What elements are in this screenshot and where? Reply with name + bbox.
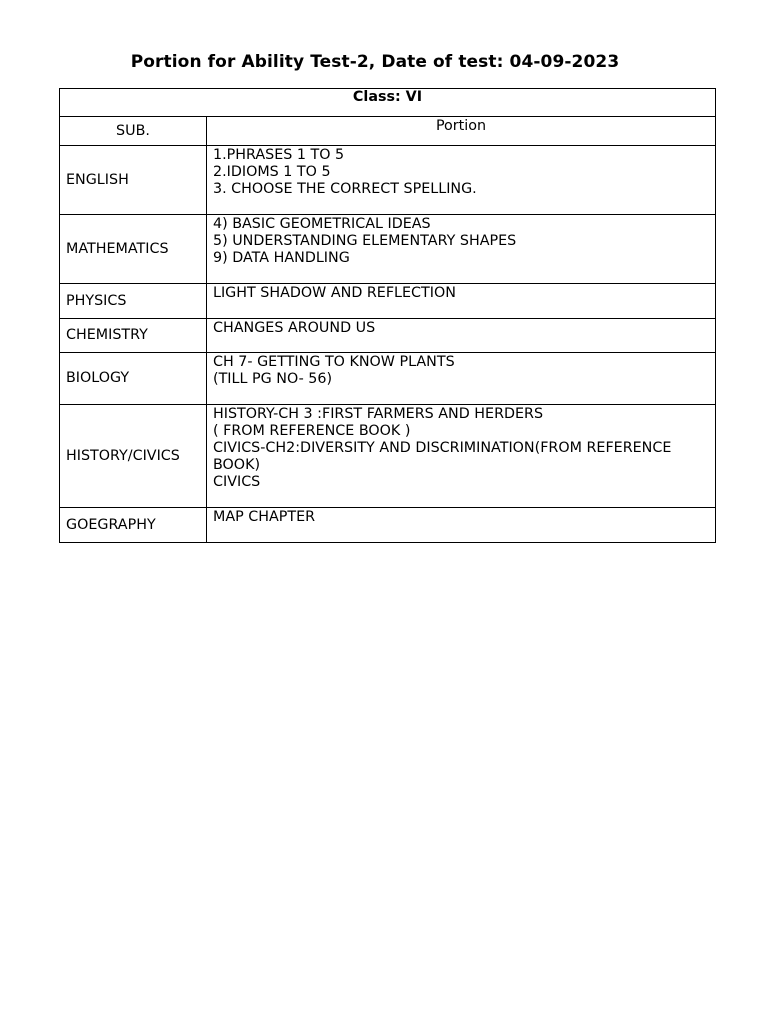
portion-line: 2.IDIOMS 1 TO 5 bbox=[213, 164, 331, 180]
subject-column-header: SUB. bbox=[60, 117, 207, 146]
portion-table bbox=[59, 88, 716, 543]
portion-cell bbox=[207, 319, 716, 353]
class-row bbox=[60, 89, 716, 117]
subject-cell: HISTORY/CIVICS bbox=[60, 405, 207, 508]
subject-cell: CHEMISTRY bbox=[60, 319, 207, 353]
table-row bbox=[60, 319, 716, 353]
portion-line: HISTORY-CH 3 :FIRST FARMERS AND HERDERS bbox=[213, 406, 544, 422]
portion-line: 4) BASIC GEOMETRICAL IDEAS bbox=[213, 216, 431, 232]
portion-cell bbox=[207, 405, 716, 508]
portion-line: CIVICS bbox=[213, 474, 261, 490]
table-row bbox=[60, 146, 716, 215]
portion-line: 3. CHOOSE THE CORRECT SPELLING. bbox=[213, 181, 477, 197]
portion-cell bbox=[207, 353, 716, 405]
class-label: Class: VI bbox=[60, 89, 716, 117]
table-row bbox=[60, 508, 716, 543]
portion-line: CHANGES AROUND US bbox=[213, 320, 376, 336]
portion-line: (TILL PG NO- 56) bbox=[213, 371, 333, 387]
subject-cell: BIOLOGY bbox=[60, 353, 207, 405]
header-row bbox=[60, 117, 716, 146]
subject-cell: GOEGRAPHY bbox=[60, 508, 207, 543]
portion-cell bbox=[207, 215, 716, 284]
page-title: Portion for Ability Test-2, Date of test: 04-09-2023 bbox=[130, 52, 620, 72]
portion-line: MAP CHAPTER bbox=[213, 509, 316, 525]
portion-cell bbox=[207, 146, 716, 215]
portion-line: 5) UNDERSTANDING ELEMENTARY SHAPES bbox=[213, 233, 517, 249]
portion-line: ( FROM REFERENCE BOOK ) bbox=[213, 423, 411, 439]
portion-cell bbox=[207, 284, 716, 319]
portion-line: 9) DATA HANDLING bbox=[213, 250, 350, 266]
subject-cell: MATHEMATICS bbox=[60, 215, 207, 284]
table-row bbox=[60, 284, 716, 319]
subject-cell: ENGLISH bbox=[60, 146, 207, 215]
portion-line: CH 7- GETTING TO KNOW PLANTS bbox=[213, 354, 455, 370]
portion-line: LIGHT SHADOW AND REFLECTION bbox=[213, 285, 456, 301]
table-row bbox=[60, 215, 716, 284]
portion-line: 1.PHRASES 1 TO 5 bbox=[213, 147, 345, 163]
table-row bbox=[60, 405, 716, 508]
portion-cell bbox=[207, 508, 716, 543]
subject-cell: PHYSICS bbox=[60, 284, 207, 319]
table-row bbox=[60, 353, 716, 405]
portion-column-header: Portion bbox=[207, 117, 716, 146]
portion-line: CIVICS-CH2:DIVERSITY AND DISCRIMINATION(FROM REFERENCE BOOK) bbox=[213, 440, 672, 473]
